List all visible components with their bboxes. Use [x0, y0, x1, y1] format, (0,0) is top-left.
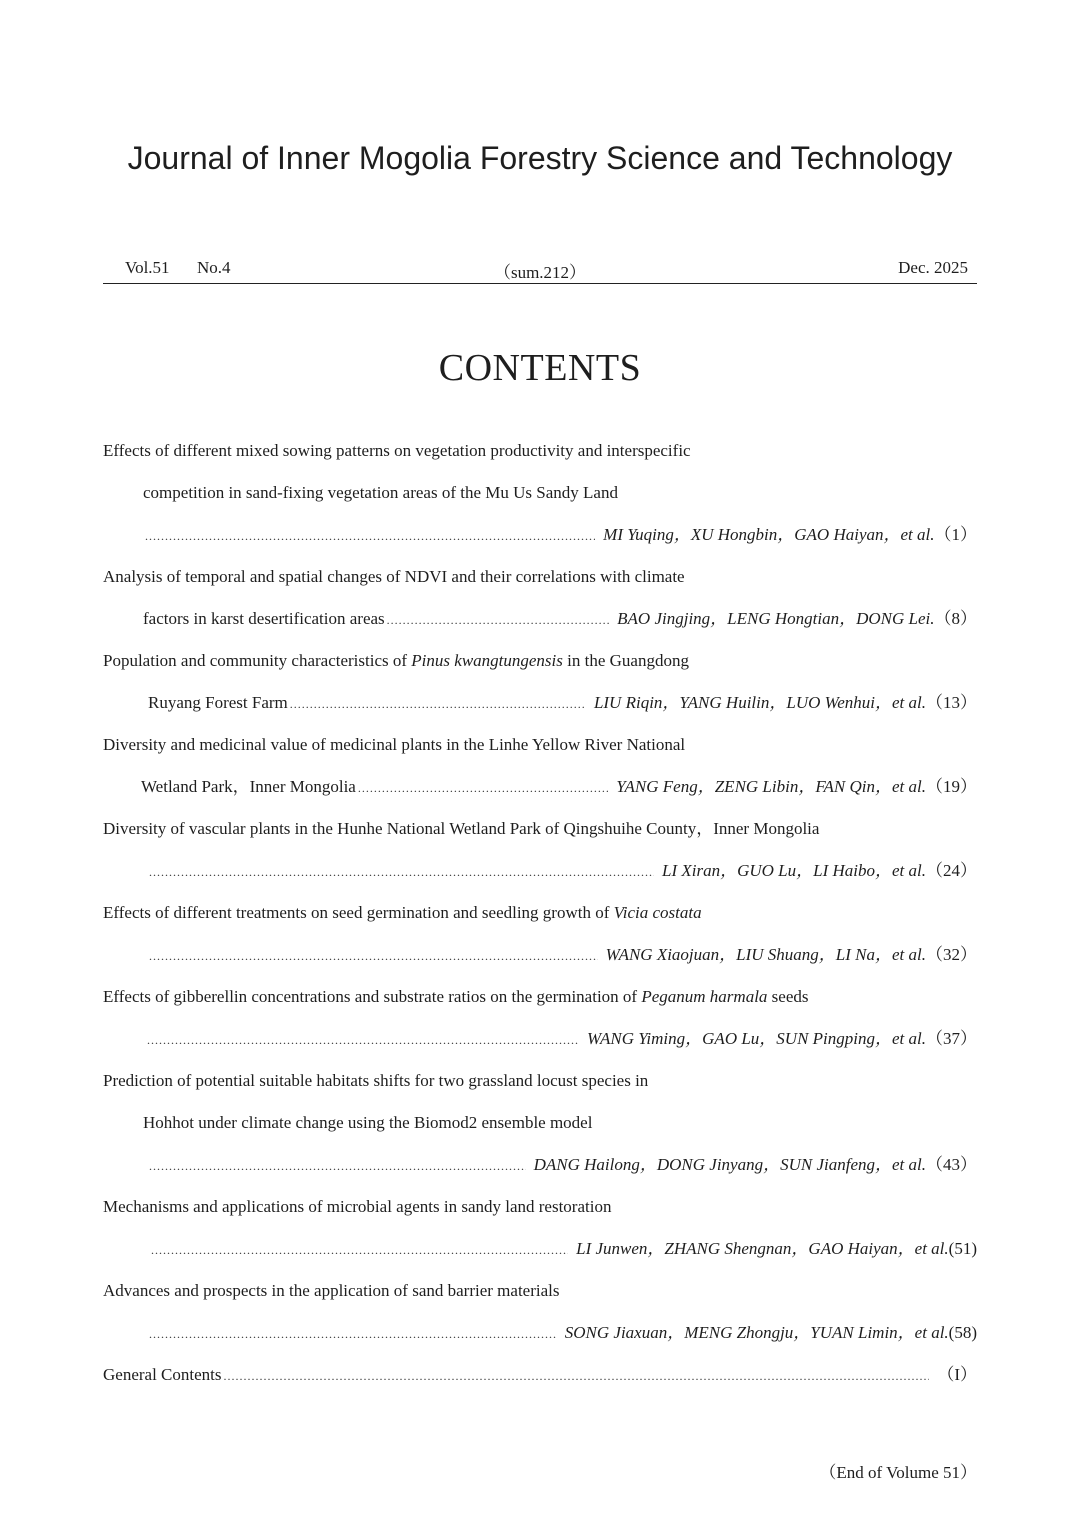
article-authors: LI Xiran，GUO Lu，LI Haibo，et al.: [662, 861, 926, 880]
article-page: (58): [948, 1323, 977, 1342]
dot-leader: [149, 858, 654, 886]
species-name: Peganum harmala: [641, 987, 768, 1006]
article-author-line[interactable]: [103, 689, 977, 731]
article-authors: WANG Xiaojuan，LIU Shuang，LI Na，et al.: [605, 945, 926, 964]
dot-leader: [387, 606, 609, 634]
dot-leader: [358, 774, 608, 802]
dot-leader: [149, 1152, 526, 1180]
article-authors: BAO Jingjing，LENG Hongtian，DONG Lei.: [617, 609, 935, 628]
article-page: （37）: [926, 1029, 977, 1048]
dot-leader: [224, 1362, 930, 1390]
dot-leader: [145, 522, 595, 550]
journal-title: Journal of Inner Mogolia Forestry Science and Technology: [127, 140, 953, 176]
article-title-line: [103, 983, 977, 1025]
article-author-line[interactable]: [103, 941, 977, 983]
article-page: （19）: [926, 777, 977, 796]
article-author-line[interactable]: [103, 605, 977, 647]
table-of-contents: [103, 437, 977, 1403]
article-title-line: Hohhot under climate change using the Biomod2 ensemble model: [143, 1113, 593, 1132]
end-of-volume-note: （End of Volume 51）: [819, 1463, 977, 1482]
article-title-line: Ruyang Forest Farm: [148, 693, 288, 712]
title-text: Population and community characteristics of: [103, 651, 412, 670]
dot-leader: [149, 942, 598, 970]
article-authors: MI Yuqing，XU Hongbin，GAO Haiyan，et al.: [603, 525, 935, 544]
article-title-line: Mechanisms and applications of microbial agents in sandy land restoration: [103, 1197, 612, 1216]
article-title-line: Advances and prospects in the application of sand barrier materials: [103, 1281, 560, 1300]
article-authors: DANG Hailong，DONG Jinyang，SUN Jianfeng，et al.: [533, 1155, 926, 1174]
article-title-line: competition in sand-fixing vegetation areas of the Mu Us Sandy Land: [143, 483, 618, 502]
article-page: （8）: [934, 609, 977, 628]
article-page: （24）: [926, 861, 977, 880]
article-page: (51): [948, 1239, 977, 1258]
article-author-line[interactable]: [103, 521, 977, 563]
title-text: Effects of different treatments on seed germination and seedling growth of: [103, 903, 614, 922]
article-title-line: Diversity and medicinal value of medicinal plants in the Linhe Yellow River National: [103, 735, 686, 754]
dot-leader: [290, 690, 586, 718]
issue-info-bar: [103, 256, 977, 284]
contents-heading: CONTENTS: [438, 347, 642, 389]
article-authors: LIU Riqin，YANG Huilin，LUO Wenhui，et al.: [593, 693, 926, 712]
article-title-line: Effects of different mixed sowing patterns on vegetation productivity and interspecific: [103, 441, 691, 460]
article-title-line: Prediction of potential suitable habitats shifts for two grassland locust species in: [103, 1071, 649, 1090]
article-authors: SONG Jiaxuan，MENG Zhongju，YUAN Limin，et al.: [564, 1323, 949, 1342]
species-name: Vicia costata: [613, 903, 702, 922]
title-text: in the Guangdong: [562, 651, 689, 670]
dot-leader: [147, 1026, 579, 1054]
article-page: （43）: [926, 1155, 977, 1174]
article-author-line[interactable]: [103, 857, 977, 899]
general-contents-page: （I）: [937, 1365, 977, 1384]
general-contents-label: General Contents: [103, 1365, 222, 1384]
article-title-line: [103, 647, 977, 689]
article-author-line[interactable]: [103, 1025, 977, 1067]
article-author-line[interactable]: [103, 773, 977, 815]
article-title-line: Analysis of temporal and spatial changes of NDVI and their correlations with climate: [103, 567, 685, 586]
article-authors: YANG Feng，ZENG Libin，FAN Qin，et al.: [616, 777, 926, 796]
general-contents-line[interactable]: [103, 1361, 977, 1403]
article-authors: WANG Yiming，GAO Lu，SUN Pingping，et al.: [587, 1029, 926, 1048]
article-page: （32）: [926, 945, 977, 964]
article-title-line: Diversity of vascular plants in the Hunhe National Wetland Park of Qingshuihe County，Inner Mongolia: [103, 819, 820, 838]
sum-number: （sum.212）: [493, 263, 587, 282]
species-name: Pinus kwangtungensis: [411, 651, 563, 670]
article-title-line: [103, 899, 977, 941]
article-author-line[interactable]: [103, 1235, 977, 1277]
volume-number: Vol.51: [125, 258, 170, 277]
article-page: （1）: [934, 525, 977, 544]
dot-leader: [149, 1320, 557, 1348]
article-authors: LI Junwen，ZHANG Shengnan，GAO Haiyan，et al.: [576, 1239, 949, 1258]
article-author-line[interactable]: [103, 1151, 977, 1193]
title-text: Effects of gibberellin concentrations and substrate ratios on the germination of: [103, 987, 642, 1006]
title-text: seeds: [767, 987, 809, 1006]
article-title-line: factors in karst desertification areas: [143, 609, 385, 628]
article-page: （13）: [926, 693, 977, 712]
issue-number: No.4: [197, 258, 231, 277]
issue-date: Dec. 2025: [898, 258, 968, 277]
article-title-line: Wetland Park，Inner Mongolia: [141, 777, 356, 796]
dot-leader: [151, 1236, 568, 1264]
article-author-line[interactable]: [103, 1319, 977, 1361]
